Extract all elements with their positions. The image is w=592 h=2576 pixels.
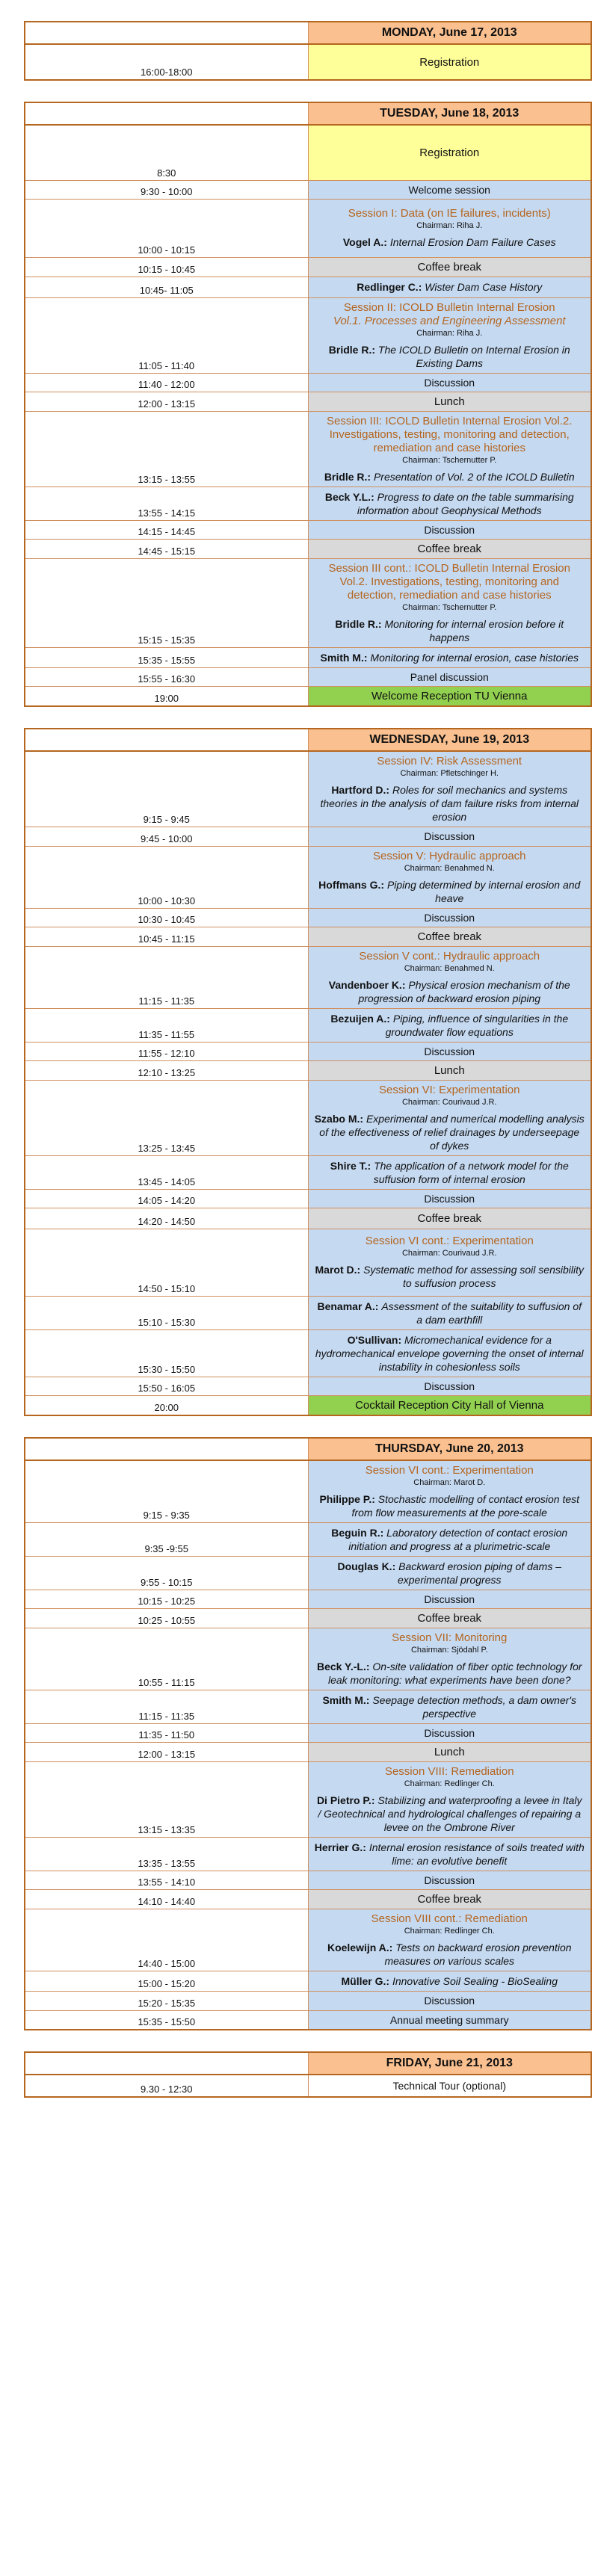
talk (315, 1693, 585, 1720)
time-cell: 14:15 - 14:45 (25, 520, 308, 539)
talk-cell (308, 1971, 591, 1991)
activity-cell: Welcome session (308, 180, 591, 199)
session-title: Session I: Data (on IE failures, incidents) (348, 207, 551, 220)
time-cell: 15:00 - 15:20 (25, 1971, 308, 1991)
session-chairman: Chairman: Riha J. (416, 328, 483, 338)
speaker-name: Koelewijn A.: (327, 1941, 393, 1953)
time-cell: 16:00-18:00 (25, 44, 308, 80)
session-chairman: Chairman: Redlinger Ch. (404, 1926, 495, 1936)
session-title: Session V cont.: Hydraulic approach (359, 949, 540, 963)
schedule-row (25, 257, 591, 277)
talk-cell (308, 1155, 591, 1189)
schedule-row (25, 199, 591, 257)
session-title: Session III: ICOLD Bulletin Internal Erosion Vol.2. Investigations, testing, monitoring and detection, remediation and case histories (327, 414, 573, 454)
schedule-row (25, 1556, 591, 1590)
schedule-row (25, 1208, 591, 1229)
session-chairman: Chairman: Sjödahl P. (410, 1645, 488, 1655)
talk (315, 617, 585, 644)
schedule-row (25, 667, 591, 686)
time-cell: 13:55 - 14:10 (25, 1871, 308, 1889)
schedule-row (25, 373, 591, 392)
time-cell: 8:30 (25, 125, 308, 180)
session-chairman: Chairman: Courivaud J.R. (401, 1097, 497, 1107)
talk-cell (308, 1008, 591, 1042)
schedule-row (25, 1080, 591, 1155)
day-table-tuesday (24, 102, 592, 707)
day-header: FRIDAY, June 21, 2013 (308, 2052, 591, 2075)
schedule-row (25, 1991, 591, 2010)
talk-cell (308, 277, 591, 297)
schedule-row (25, 1329, 591, 1377)
speaker-name: Smith M.: (320, 651, 368, 664)
schedule-row (25, 908, 591, 927)
time-cell: 9:15 - 9:45 (25, 751, 308, 827)
day-table-wednesday (24, 728, 592, 1416)
talk-title: Backward erosion piping of dams – experimental progress (397, 1560, 562, 1586)
time-cell: 15:35 - 15:55 (25, 647, 308, 667)
talk (315, 1941, 585, 1968)
activity-cell: Discussion (308, 827, 591, 846)
time-cell: 14:05 - 14:20 (25, 1189, 308, 1208)
session-title: Session II: ICOLD Bulletin Internal Erosion (343, 300, 555, 314)
talk (315, 343, 585, 370)
time-cell: 12:00 - 13:15 (25, 392, 308, 411)
break-cell: Lunch (308, 1742, 591, 1761)
talk (315, 1333, 585, 1374)
schedule-row (25, 647, 591, 667)
time-cell: 20:00 (25, 1395, 308, 1415)
break-cell: Coffee break (308, 1889, 591, 1909)
talk-cell (308, 1329, 591, 1377)
time-cell: 15:10 - 15:30 (25, 1296, 308, 1329)
session-chairman: Chairman: Riha J. (416, 221, 483, 230)
time-cell: 12:00 - 13:15 (25, 1742, 308, 1761)
activity-cell: Discussion (308, 908, 591, 927)
time-cell: 14:50 - 15:10 (25, 1229, 308, 1296)
time-cell: 10:45- 11:05 (25, 277, 308, 297)
schedule-row (25, 1608, 591, 1628)
session-cell (308, 1080, 591, 1155)
registration-cell: Registration (308, 44, 591, 80)
talk-title: On-site validation of fiber optic technology for leak monitoring: what experiments have been done? (327, 1660, 582, 1686)
break-cell: Lunch (308, 392, 591, 411)
time-cell: 14:40 - 15:00 (25, 1909, 308, 1971)
time-cell: 13:55 - 14:15 (25, 487, 308, 520)
speaker-name: Müller G.: (341, 1974, 390, 1987)
schedule-row (25, 1522, 591, 1556)
schedule-row (25, 1909, 591, 1971)
talk-cell (308, 1556, 591, 1590)
session-cell (308, 946, 591, 1008)
registration-cell: Registration (308, 125, 591, 180)
schedule-row (25, 927, 591, 946)
session-subtitle: Vol.1. Processes and Engineering Assessment (333, 314, 566, 327)
time-cell: 10:00 - 10:30 (25, 846, 308, 908)
time-cell: 15:30 - 15:50 (25, 1329, 308, 1377)
session-chairman: Chairman: Benahmed N. (404, 863, 495, 873)
day-header: TUESDAY, June 18, 2013 (308, 102, 591, 125)
schedule-row (25, 1155, 591, 1189)
session-title: Session VI cont.: Experimentation (365, 1235, 534, 1247)
schedule-row (25, 1837, 591, 1871)
speaker-name: Redlinger C.: (357, 281, 422, 293)
time-cell: 11:15 - 11:35 (25, 1690, 308, 1723)
talk-title: Internal Erosion Dam Failure Cases (389, 236, 556, 248)
time-cell: 10:15 - 10:25 (25, 1590, 308, 1608)
talk-title: Internal erosion resistance of soils treated with lime: an evolutive benefit (369, 1841, 585, 1867)
time-cell: 11:35 - 11:55 (25, 1008, 308, 1042)
talk (315, 651, 585, 664)
talk-cell (308, 487, 591, 520)
time-cell: 15:20 - 15:35 (25, 1991, 308, 2010)
speaker-name: Vogel A.: (342, 236, 387, 248)
schedule-row (25, 1008, 591, 1042)
day-table-friday (24, 2051, 592, 2098)
talk-title: Innovative Soil Sealing - BioSealing (392, 1974, 558, 1987)
time-cell: 11:55 - 12:10 (25, 1042, 308, 1060)
time-cell: 11:05 - 11:40 (25, 297, 308, 373)
day-header: MONDAY, June 17, 2013 (308, 22, 591, 44)
break-cell: Lunch (308, 1060, 591, 1080)
activity-cell: Discussion (308, 520, 591, 539)
schedule-row (25, 1690, 591, 1723)
time-cell: 10:55 - 11:15 (25, 1628, 308, 1690)
time-cell: 13:35 - 13:55 (25, 1837, 308, 1871)
session-title: Session VI: Experimentation (379, 1083, 520, 1096)
activity-cell: Discussion (308, 1871, 591, 1889)
talk (315, 978, 585, 1005)
talk-cell (308, 1296, 591, 1329)
time-cell: 10:25 - 10:55 (25, 1608, 308, 1628)
time-cell: 9:35 -9:55 (25, 1522, 308, 1556)
time-cell: 15:35 - 15:50 (25, 2010, 308, 2030)
session-chairman: Chairman: Tschernutter P. (402, 602, 497, 612)
time-cell: 12:10 - 13:25 (25, 1060, 308, 1080)
session-chairman: Chairman: Tschernutter P. (402, 455, 497, 465)
schedule-row (25, 1377, 591, 1395)
time-cell: 15:15 - 15:35 (25, 558, 308, 647)
day-table-thursday (24, 1437, 592, 2030)
speaker-name: Beck Y.-L.: (316, 1660, 370, 1672)
talk-title: Seepage detection methods, a dam owner's perspective (372, 1693, 577, 1720)
talk-title: The application of a network model for the suffusion form of internal erosion (373, 1159, 569, 1185)
speaker-name: Benamar A.: (317, 1300, 379, 1312)
schedule-row (25, 1189, 591, 1208)
schedule-row (25, 1761, 591, 1837)
talk (315, 1263, 585, 1290)
talk (315, 1159, 585, 1186)
session-chairman: Chairman: Redlinger Ch. (404, 1779, 495, 1788)
talk (315, 1300, 585, 1326)
reception-cell: Welcome Reception TU Vienna (308, 686, 591, 706)
talk (315, 235, 585, 249)
day-header: THURSDAY, June 20, 2013 (308, 1438, 591, 1460)
schedule-row (25, 1723, 591, 1742)
time-cell: 11:40 - 12:00 (25, 373, 308, 392)
talk (315, 1526, 585, 1553)
talk-title: Stabilizing and waterproofing a levee in Italy / Geotechnical and hydrological challenges of repairing a levee on the Ombrone River (318, 1794, 582, 1833)
speaker-name: Douglas K.: (337, 1560, 396, 1572)
time-cell: 11:35 - 11:50 (25, 1723, 308, 1742)
activity-cell: Annual meeting summary (308, 2010, 591, 2030)
time-cell: 13:45 - 14:05 (25, 1155, 308, 1189)
session-title: Session III cont.: ICOLD Bulletin Internal Erosion Vol.2. Investigations, testing, monitoring and detection, remediation and case histories (328, 561, 570, 602)
session-cell (308, 411, 591, 487)
speaker-name: Hartford D.: (331, 783, 390, 796)
speaker-name: Beck Y.L.: (324, 490, 374, 503)
time-cell: 9:55 - 10:15 (25, 1556, 308, 1590)
time-cell: 14:20 - 14:50 (25, 1208, 308, 1229)
schedule-row (25, 297, 591, 373)
schedule-row (25, 277, 591, 297)
session-title: Session IV: Risk Assessment (377, 754, 522, 767)
session-cell (308, 1628, 591, 1690)
talk (315, 1560, 585, 1587)
talk (315, 1012, 585, 1039)
time-cell: 15:55 - 16:30 (25, 667, 308, 686)
time-cell: 10:00 - 10:15 (25, 199, 308, 257)
session-title: Session VII: Monitoring (392, 1631, 508, 1644)
speaker-name: Bridle R.: (324, 470, 371, 483)
session-chairman: Chairman: Benahmed N. (404, 963, 495, 973)
break-cell: Coffee break (308, 539, 591, 558)
schedule-row (25, 1971, 591, 1991)
schedule-row (25, 539, 591, 558)
schedule-row (25, 827, 591, 846)
session-title: Session VI cont.: Experimentation (365, 1463, 534, 1477)
talk (315, 878, 585, 905)
talk-title: Progress to date on the table summarising information about Geophysical Methods (357, 490, 574, 516)
break-cell: Coffee break (308, 1208, 591, 1229)
schedule-row (25, 1742, 591, 1761)
session-cell (308, 1761, 591, 1837)
time-cell: 14:10 - 14:40 (25, 1889, 308, 1909)
session-cell (308, 751, 591, 827)
talk-title: Presentation of Vol. 2 of the ICOLD Bulletin (373, 470, 575, 483)
time-cell: 11:15 - 11:35 (25, 946, 308, 1008)
talk-cell (308, 1837, 591, 1871)
talk-cell (308, 1522, 591, 1556)
talk (315, 1841, 585, 1868)
talk (315, 783, 585, 824)
schedule-row (25, 946, 591, 1008)
schedule-row (25, 1060, 591, 1080)
schedule-row (25, 558, 591, 647)
schedule-row (25, 520, 591, 539)
session-cell (308, 1909, 591, 1971)
schedule-row (25, 1460, 591, 1523)
time-cell: 15:50 - 16:05 (25, 1377, 308, 1395)
talk-title: Laboratory detection of contact erosion initiation and progress at a plurimetric-scale (348, 1526, 568, 1552)
time-cell: 13:15 - 13:35 (25, 1761, 308, 1837)
activity-cell: Panel discussion (308, 667, 591, 686)
time-cell: 9.30 - 12:30 (25, 2075, 308, 2097)
activity-cell: Discussion (308, 373, 591, 392)
speaker-name: Bridle R.: (335, 617, 382, 630)
time-cell: 10:30 - 10:45 (25, 908, 308, 927)
session-title: Session VIII cont.: Remediation (371, 1912, 528, 1925)
talk (315, 1974, 585, 1988)
talk-title: Monitoring for internal erosion, case histories (370, 651, 579, 664)
schedule-row (25, 44, 591, 80)
talk (315, 470, 585, 484)
talk-title: Systematic method for assessing soil sensibility to suffusion process (363, 1264, 584, 1289)
speaker-name: Smith M.: (322, 1693, 370, 1706)
session-chairman: Chairman: Marot D. (413, 1477, 486, 1487)
talk-title: Tests on backward erosion prevention measures on various scales (384, 1941, 572, 1967)
schedule-row (25, 125, 591, 180)
time-cell: 10:45 - 11:15 (25, 927, 308, 946)
talk-title: Piping determined by internal erosion and heave (386, 878, 581, 904)
schedule-row (25, 2010, 591, 2030)
speaker-name: Marot D.: (315, 1264, 361, 1276)
break-cell: Coffee break (308, 257, 591, 277)
schedule-row (25, 751, 591, 827)
talk (315, 1660, 585, 1687)
schedule-row (25, 1042, 591, 1060)
break-cell: Coffee break (308, 927, 591, 946)
talk-title: Piping, influence of singularities in the groundwater flow equations (385, 1012, 569, 1038)
talk-title: Roles for soil mechanics and systems theories in the analysis of dam failure risks from internal erosion (320, 783, 579, 823)
break-cell: Coffee break (308, 1608, 591, 1628)
talk-title: Physical erosion mechanism of the progression of backward erosion piping (358, 978, 570, 1004)
schedule-row (25, 846, 591, 908)
session-cell (308, 1460, 591, 1523)
schedule-row (25, 1590, 591, 1608)
talk (315, 490, 585, 517)
schedule-row (25, 487, 591, 520)
talk-cell (308, 647, 591, 667)
time-cell: 9:15 - 9:35 (25, 1460, 308, 1523)
talk-title: Wister Dam Case History (425, 281, 543, 293)
schedule-row (25, 1296, 591, 1329)
speaker-name: Di Pietro P.: (316, 1794, 375, 1806)
speaker-name: Philippe P.: (319, 1492, 375, 1505)
talk (315, 280, 585, 294)
day-header: WEDNESDAY, June 19, 2013 (308, 729, 591, 751)
speaker-name: Shire T.: (330, 1159, 371, 1172)
time-cell: 19:00 (25, 686, 308, 706)
talk-title: Assessment of the suitability to suffusion of a dam earthfill (381, 1300, 582, 1326)
session-cell (308, 846, 591, 908)
talk (315, 1112, 585, 1152)
activity-cell: Discussion (308, 1189, 591, 1208)
schedule-row (25, 1889, 591, 1909)
reception-cell: Cocktail Reception City Hall of Vienna (308, 1395, 591, 1415)
speaker-name: Bridle R.: (328, 343, 376, 356)
session-cell (308, 199, 591, 257)
schedule-row (25, 1628, 591, 1690)
session-cell (308, 1229, 591, 1296)
tour-cell: Technical Tour (optional) (308, 2075, 591, 2097)
talk-cell (308, 1690, 591, 1723)
session-cell (308, 297, 591, 373)
schedule-row (25, 1871, 591, 1889)
session-cell (308, 558, 591, 647)
time-cell: 14:45 - 15:15 (25, 539, 308, 558)
talk-title: Micromechanical evidence for a hydromechanical envelope governing the onset of internal instability in cohesionless soils (315, 1333, 584, 1373)
time-cell: 10:15 - 10:45 (25, 257, 308, 277)
speaker-name: Beguin R.: (331, 1526, 384, 1539)
session-title: Session VIII: Remediation (384, 1764, 514, 1778)
schedule-row (25, 411, 591, 487)
schedule-row (25, 1395, 591, 1415)
session-chairman: Chairman: Pfletschinger H. (400, 768, 499, 778)
talk (315, 1492, 585, 1519)
talk-title: Experimental and numerical modelling analysis of the effectiveness of relief drainages by underseepage of dykes (319, 1112, 585, 1152)
talk-title: The ICOLD Bulletin on Internal Erosion in Existing Dams (377, 343, 570, 369)
day-table-monday (24, 21, 592, 81)
schedule-row (25, 1229, 591, 1296)
schedule-row (25, 392, 591, 411)
speaker-name: Hoffmans G.: (318, 878, 385, 891)
session-chairman: Chairman: Courivaud J.R. (401, 1249, 497, 1258)
speaker-name: Herrier G.: (314, 1841, 366, 1853)
activity-cell: Discussion (308, 1590, 591, 1608)
activity-cell: Discussion (308, 1991, 591, 2010)
schedule-row (25, 686, 591, 706)
time-cell: 13:25 - 13:45 (25, 1080, 308, 1155)
talk-title: Monitoring for internal erosion before it happens (384, 617, 564, 643)
activity-cell: Discussion (308, 1723, 591, 1742)
speaker-name: O'Sullivan: (347, 1333, 402, 1346)
speaker-name: Szabo M.: (314, 1112, 364, 1125)
activity-cell: Discussion (308, 1377, 591, 1395)
activity-cell: Discussion (308, 1042, 591, 1060)
session-title: Session V: Hydraulic approach (372, 849, 526, 862)
schedule-row (25, 2075, 591, 2097)
talk-title: Stochastic modelling of contact erosion test from flow measurements at the pore-scale (351, 1492, 580, 1519)
talk (315, 1794, 585, 1834)
time-cell: 9:30 - 10:00 (25, 180, 308, 199)
speaker-name: Vandenboer K.: (328, 978, 406, 991)
time-cell: 13:15 - 13:55 (25, 411, 308, 487)
speaker-name: Bezuijen A.: (330, 1012, 390, 1025)
schedule-row (25, 180, 591, 199)
time-cell: 9:45 - 10:00 (25, 827, 308, 846)
